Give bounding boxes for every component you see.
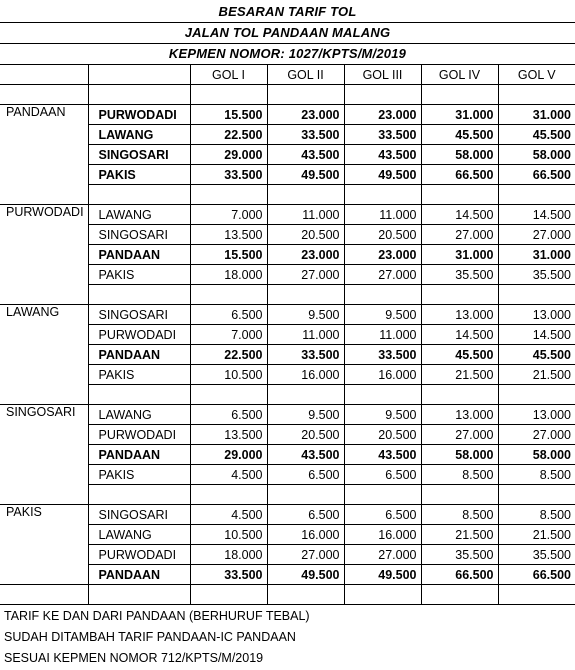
group-spacer-row	[0, 485, 575, 505]
origin-cell	[0, 225, 88, 245]
spacer-cell	[421, 485, 498, 505]
tariff-cell: 33.500	[344, 125, 421, 145]
tariff-cell: 27.000	[267, 545, 344, 565]
tariff-cell: 16.000	[344, 365, 421, 385]
origin-cell	[0, 565, 88, 585]
table-row	[0, 465, 575, 485]
tariff-cell: 9.500	[344, 405, 421, 425]
tariff-cell: 29.000	[190, 445, 267, 465]
spacer-cell	[190, 385, 267, 405]
column-header: GOL I	[190, 65, 267, 85]
tariff-cell: 9.500	[267, 305, 344, 325]
tariff-cell: 66.500	[498, 565, 575, 585]
spacer-cell	[498, 485, 575, 505]
origin-cell	[0, 525, 88, 545]
tariff-cell: 66.500	[421, 165, 498, 185]
destination-cell: PAKIS	[88, 365, 190, 385]
tariff-cell: 33.500	[344, 345, 421, 365]
table-row	[0, 405, 575, 425]
spacer-cell	[0, 185, 88, 205]
table-row	[0, 565, 575, 585]
table-row	[0, 165, 575, 185]
tariff-cell: 49.500	[344, 165, 421, 185]
tariff-cell: 33.500	[267, 345, 344, 365]
tariff-cell: 14.500	[498, 325, 575, 345]
column-header: GOL II	[267, 65, 344, 85]
spacer-cell	[344, 185, 421, 205]
spacer-cell	[344, 285, 421, 305]
tariff-cell: 10.500	[190, 365, 267, 385]
table-row	[0, 425, 575, 445]
tariff-cell: 33.500	[190, 165, 267, 185]
tariff-cell: 14.500	[421, 205, 498, 225]
tariff-cell: 31.000	[421, 245, 498, 265]
tariff-cell: 6.500	[344, 465, 421, 485]
origin-cell	[0, 465, 88, 485]
tariff-cell: 13.500	[190, 225, 267, 245]
spacer-cell	[0, 485, 88, 505]
table-row	[0, 505, 575, 525]
tariff-cell: 27.000	[267, 265, 344, 285]
tariff-cell: 58.000	[421, 445, 498, 465]
tariff-cell: 21.500	[421, 365, 498, 385]
tariff-cell: 8.500	[498, 505, 575, 525]
tariff-cell: 58.000	[498, 445, 575, 465]
spacer-cell	[498, 585, 575, 605]
tariff-cell: 13.000	[421, 305, 498, 325]
spacer-cell	[190, 85, 267, 105]
destination-cell: PURWODADI	[88, 425, 190, 445]
table-row	[0, 325, 575, 345]
tariff-cell: 11.000	[344, 205, 421, 225]
title-line-2: JALAN TOL PANDAAN MALANG	[0, 23, 575, 44]
destination-cell: LAWANG	[88, 525, 190, 545]
tariff-cell: 13.500	[190, 425, 267, 445]
tariff-cell: 35.500	[498, 265, 575, 285]
tariff-cell: 23.000	[344, 245, 421, 265]
tariff-cell: 11.000	[344, 325, 421, 345]
tariff-cell: 8.500	[498, 465, 575, 485]
origin-cell	[0, 125, 88, 145]
spacer-cell	[344, 585, 421, 605]
tariff-cell: 27.000	[421, 225, 498, 245]
spacer-cell	[421, 585, 498, 605]
spacer-cell	[267, 185, 344, 205]
tariff-cell: 6.500	[267, 465, 344, 485]
title-line-1: BESARAN TARIF TOL	[0, 0, 575, 23]
header-dest-cell	[88, 65, 190, 85]
destination-cell: PAKIS	[88, 165, 190, 185]
tariff-cell: 18.000	[190, 265, 267, 285]
destination-cell: SINGOSARI	[88, 305, 190, 325]
spacer-cell	[498, 285, 575, 305]
destination-cell: PANDAAN	[88, 245, 190, 265]
tariff-cell: 20.500	[267, 425, 344, 445]
spacer-cell	[190, 185, 267, 205]
origin-cell	[0, 145, 88, 165]
tariff-cell: 15.500	[190, 105, 267, 125]
tariff-cell: 13.000	[498, 405, 575, 425]
tariff-cell: 43.500	[344, 145, 421, 165]
tariff-cell: 27.000	[344, 265, 421, 285]
table-row	[0, 365, 575, 385]
tariff-cell: 7.000	[190, 325, 267, 345]
tariff-cell: 6.500	[344, 505, 421, 525]
tariff-cell: 9.500	[267, 405, 344, 425]
spacer-cell	[421, 185, 498, 205]
tariff-cell: 49.500	[267, 165, 344, 185]
spacer-cell	[88, 185, 190, 205]
spacer-cell	[498, 385, 575, 405]
column-header: GOL V	[498, 65, 575, 85]
tariff-cell: 43.500	[267, 145, 344, 165]
spacer-cell	[88, 385, 190, 405]
tariff-cell: 66.500	[421, 565, 498, 585]
tariff-cell: 27.000	[421, 425, 498, 445]
tariff-cell: 11.000	[267, 325, 344, 345]
tariff-cell: 20.500	[344, 225, 421, 245]
tariff-cell: 45.500	[498, 125, 575, 145]
tariff-cell: 43.500	[267, 445, 344, 465]
tariff-cell: 16.000	[344, 525, 421, 545]
tariff-cell: 11.000	[267, 205, 344, 225]
destination-cell: PURWODADI	[88, 325, 190, 345]
tariff-cell: 6.500	[190, 405, 267, 425]
origin-cell	[0, 365, 88, 385]
table-row	[0, 245, 575, 265]
spacer-cell	[0, 585, 88, 605]
spacer-cell	[344, 385, 421, 405]
title-line-3: KEPMEN NOMOR: 1027/KPTS/M/2019	[168, 46, 407, 61]
tariff-cell: 45.500	[498, 345, 575, 365]
spacer-cell	[88, 585, 190, 605]
origin-cell	[0, 445, 88, 465]
tariff-cell: 20.500	[267, 225, 344, 245]
spacer-cell	[267, 585, 344, 605]
spacer-cell	[421, 85, 498, 105]
tariff-cell: 31.000	[421, 105, 498, 125]
column-header: GOL III	[344, 65, 421, 85]
tariff-cell: 4.500	[190, 465, 267, 485]
tariff-cell: 15.500	[190, 245, 267, 265]
note-line-2: SUDAH DITAMBAH TARIF PANDAAN-IC PANDAAN	[4, 630, 296, 644]
tariff-cell: 31.000	[498, 105, 575, 125]
tariff-cell: 58.000	[421, 145, 498, 165]
spacer-cell	[190, 485, 267, 505]
tariff-cell: 16.000	[267, 525, 344, 545]
tariff-cell: 45.500	[421, 345, 498, 365]
origin-cell	[0, 325, 88, 345]
spacer-cell	[88, 85, 190, 105]
origin-cell: SINGOSARI	[0, 405, 88, 425]
destination-cell: PANDAAN	[88, 445, 190, 465]
tariff-cell: 6.500	[190, 305, 267, 325]
spacer-cell	[344, 485, 421, 505]
tariff-cell: 23.000	[267, 245, 344, 265]
destination-cell: PANDAAN	[88, 345, 190, 365]
table-row	[0, 265, 575, 285]
spacer-cell	[344, 85, 421, 105]
tariff-cell: 43.500	[344, 445, 421, 465]
tariff-cell: 21.500	[421, 525, 498, 545]
group-spacer-row	[0, 285, 575, 305]
header-row	[0, 65, 575, 85]
spacer-cell	[267, 285, 344, 305]
destination-cell: SINGOSARI	[88, 505, 190, 525]
table-row	[0, 305, 575, 325]
tariff-cell: 27.000	[498, 425, 575, 445]
tariff-cell: 14.500	[421, 325, 498, 345]
table-row	[0, 145, 575, 165]
tariff-cell: 49.500	[267, 565, 344, 585]
tariff-cell: 8.500	[421, 505, 498, 525]
table-row	[0, 225, 575, 245]
note-line-3: SESUAI KEPMEN NOMOR 712/KPTS/M/2019	[4, 651, 264, 665]
tariff-cell: 58.000	[498, 145, 575, 165]
spacer-cell	[267, 385, 344, 405]
tariff-table	[0, 64, 575, 605]
spacer-cell	[88, 285, 190, 305]
destination-cell: LAWANG	[88, 125, 190, 145]
spacer-cell	[190, 285, 267, 305]
tariff-cell: 8.500	[421, 465, 498, 485]
origin-cell: LAWANG	[0, 305, 88, 325]
origin-cell: PANDAAN	[0, 105, 88, 125]
note-line-1: TARIF KE DAN DARI PANDAAN (BERHURUF TEBAL)	[4, 609, 310, 623]
destination-cell: SINGOSARI	[88, 225, 190, 245]
tariff-cell: 22.500	[190, 125, 267, 145]
spacer-cell	[88, 485, 190, 505]
spacer-row	[0, 585, 575, 605]
tariff-cell: 23.000	[267, 105, 344, 125]
origin-cell	[0, 265, 88, 285]
destination-cell: LAWANG	[88, 205, 190, 225]
spacer-cell	[267, 85, 344, 105]
spacer-cell	[0, 385, 88, 405]
spacer-cell	[0, 85, 88, 105]
spacer-cell	[421, 385, 498, 405]
origin-cell: PAKIS	[0, 505, 88, 525]
origin-cell	[0, 345, 88, 365]
tariff-cell: 16.000	[267, 365, 344, 385]
tariff-cell: 7.000	[190, 205, 267, 225]
tariff-cell: 10.500	[190, 525, 267, 545]
spacer-row	[0, 85, 575, 105]
tariff-cell: 27.000	[344, 545, 421, 565]
tariff-cell: 49.500	[344, 565, 421, 585]
tariff-cell: 22.500	[190, 345, 267, 365]
tariff-cell: 13.000	[421, 405, 498, 425]
destination-cell: PANDAAN	[88, 565, 190, 585]
tariff-cell: 35.500	[421, 265, 498, 285]
destination-cell: LAWANG	[88, 405, 190, 425]
tariff-cell: 4.500	[190, 505, 267, 525]
spacer-cell	[498, 185, 575, 205]
origin-cell	[0, 545, 88, 565]
tariff-cell: 9.500	[344, 305, 421, 325]
origin-cell	[0, 425, 88, 445]
table-row	[0, 345, 575, 365]
table-row	[0, 125, 575, 145]
destination-cell: PAKIS	[88, 465, 190, 485]
group-spacer-row	[0, 185, 575, 205]
spacer-cell	[267, 485, 344, 505]
tariff-cell: 33.500	[190, 565, 267, 585]
origin-cell	[0, 165, 88, 185]
tariff-cell: 14.500	[498, 205, 575, 225]
spacer-cell	[498, 85, 575, 105]
tariff-cell: 66.500	[498, 165, 575, 185]
tariff-cell: 21.500	[498, 525, 575, 545]
origin-cell	[0, 245, 88, 265]
table-row	[0, 105, 575, 125]
destination-cell: PAKIS	[88, 265, 190, 285]
table-row	[0, 205, 575, 225]
tariff-cell: 13.000	[498, 305, 575, 325]
origin-cell: PURWODADI	[0, 205, 88, 225]
group-spacer-row	[0, 385, 575, 405]
table-row	[0, 545, 575, 565]
tariff-cell: 18.000	[190, 545, 267, 565]
tariff-cell: 27.000	[498, 225, 575, 245]
destination-cell: PURWODADI	[88, 545, 190, 565]
column-header: GOL IV	[421, 65, 498, 85]
tariff-cell: 35.500	[498, 545, 575, 565]
tariff-cell: 29.000	[190, 145, 267, 165]
tariff-cell: 45.500	[421, 125, 498, 145]
destination-cell: PURWODADI	[88, 105, 190, 125]
spacer-cell	[0, 285, 88, 305]
spacer-cell	[421, 285, 498, 305]
tariff-cell: 6.500	[267, 505, 344, 525]
tariff-cell: 35.500	[421, 545, 498, 565]
destination-cell: SINGOSARI	[88, 145, 190, 165]
header-origin-cell	[0, 65, 88, 85]
table-row	[0, 525, 575, 545]
tariff-cell: 23.000	[344, 105, 421, 125]
tariff-cell: 33.500	[267, 125, 344, 145]
tariff-cell: 20.500	[344, 425, 421, 445]
tariff-cell: 21.500	[498, 365, 575, 385]
tariff-cell: 31.000	[498, 245, 575, 265]
spacer-cell	[190, 585, 267, 605]
table-row	[0, 445, 575, 465]
